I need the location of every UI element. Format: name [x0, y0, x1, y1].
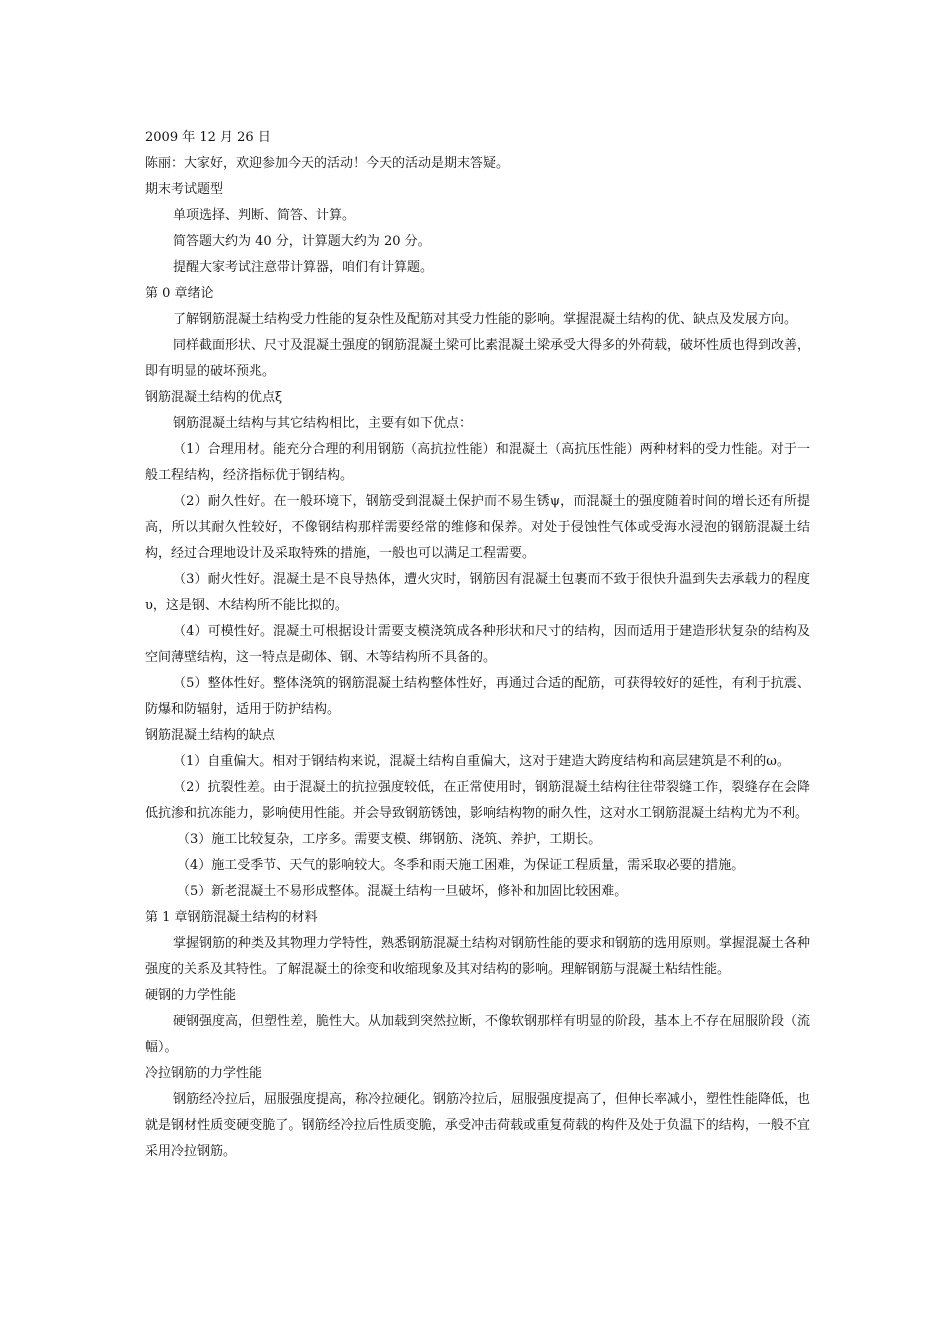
chapter-0-paragraph: 同样截面形状、尺寸及混凝土强度的钢筋混凝土梁可比素混凝土梁承受大得多的外荷载，破坏性质也得到改善，即有明显的破坏预兆。: [145, 338, 811, 379]
advantage-item: （3）耐火性好。混凝土是不良导热体，遭火灾时，钢筋因有混凝土包裹而不致于很快升温到失去承载力的程度υ，这是钢、木结构所不能比拟的。: [145, 572, 810, 613]
greeting-line: 陈丽：大家好，欢迎参加今天的活动！今天的活动是期末答疑。: [145, 156, 510, 171]
exam-heading: 期末考试题型: [145, 182, 224, 197]
chapter-0-heading: 第 0 章绪论: [145, 286, 214, 301]
chapter-1-paragraph: 掌握钢筋的种类及其物理力学特性，熟悉钢筋混凝土结构对钢筋性能的要求和钢筋的选用原则。掌握混凝土各种强度的关系及其特性。了解混凝土的徐变和收缩现象及其对结构的影响。理解钢筋与混凝土粘结性能。: [145, 936, 811, 977]
advantages-heading: 钢筋混凝土结构的优点ξ: [145, 390, 283, 405]
disadvantages-heading: 钢筋混凝土结构的缺点: [145, 728, 276, 743]
advantage-item: （1）合理用材。能充分合理的利用钢筋（高抗拉性能）和混凝土（高抗压性能）两种材料的受力性能。对于一般工程结构，经济指标优于钢结构。: [145, 442, 810, 483]
disadvantage-item: （1）自重偏大。相对于钢结构来说，混凝土结构自重偏大，这对于建造大跨度结构和高层建筑是不利的ω。: [173, 754, 790, 769]
hard-steel-paragraph: 硬钢强度高，但塑性差，脆性大。从加载到突然拉断，不像软钢那样有明显的阶段，基本上不存在屈服阶段（流幅）。: [145, 1014, 811, 1055]
advantages-intro: 钢筋混凝土结构与其它结构相比，主要有如下优点：: [173, 416, 473, 431]
exam-item: 提醒大家考试注意带计算器，咱们有计算题。: [173, 260, 434, 275]
cold-drawn-paragraph: 钢筋经冷拉后，屈服强度提高，称冷拉硬化。钢筋冷拉后，屈服强度提高了，但伸长率减小，塑性性能降低，也就是钢材性质变硬变脆了。钢筋经冷拉后性质变脆，承受冲击荷载或重复荷载的构件及处于负温下的结构，一般不宜采用冷拉钢筋。: [145, 1092, 811, 1159]
disadvantage-item: （3）施工比较复杂，工序多。需要支模、绑钢筋、浇筑、养护，工期长。: [177, 832, 602, 847]
disadvantage-item: （5）新老混凝土不易形成整体。混凝土结构一旦破坏，修补和加固比较困难。: [177, 884, 628, 899]
exam-item: 单项选择、判断、简答、计算。: [173, 208, 356, 223]
chapter-0-paragraph: 了解钢筋混凝土结构受力性能的复杂性及配筋对其受力性能的影响。掌握混凝土结构的优、缺点及发展方向。: [173, 312, 798, 327]
cold-drawn-heading: 冷拉钢筋的力学性能: [145, 1066, 263, 1081]
advantage-item: （5）整体性好。整体浇筑的钢筋混凝土结构整体性好，再通过合适的配筋，可获得较好的延性，有利于抗震、防爆和防辐射，适用于防护结构。: [145, 676, 810, 717]
exam-item: 简答题大约为 40 分，计算题大约为 20 分。: [173, 234, 431, 249]
disadvantage-item: （2）抗裂性差。由于混凝土的抗拉强度较低，在正常使用时，钢筋混凝土结构往往带裂缝工作，裂缝存在会降低抗渗和抗冻能力，影响使用性能。并会导致钢筋锈蚀，影响结构物的耐久性，这对水工钢筋混凝土结构尤为不利。: [145, 780, 810, 821]
hard-steel-heading: 硬钢的力学性能: [145, 988, 237, 1003]
chapter-1-heading: 第 1 章钢筋混凝土结构的材料: [145, 910, 318, 925]
advantage-item: （2）耐久性好。在一般环境下，钢筋受到混凝土保护而不易生锈ψ，而混凝土的强度随着时间的增长还有所提高，所以其耐久性较好，不像钢结构那样需要经常的维修和保养。对处于侵蚀性气体或受海水浸泡的钢筋混凝土结构，经过合理地设计及采取特殊的措施，一般也可以满足工程需要。: [145, 494, 810, 561]
document-page: [145, 125, 810, 1165]
advantage-item: （4）可模性好。混凝土可根据设计需要支模浇筑成各种形状和尺寸的结构，因而适用于建造形状复杂的结构及空间薄壁结构，这一特点是砌体、钢、木等结构所不具备的。: [145, 624, 810, 665]
disadvantage-item: （4）施工受季节、天气的影响较大。冬季和雨天施工困难，为保证工程质量，需采取必要的措施。: [177, 858, 745, 873]
date-line: 2009 年 12 月 26 日: [145, 130, 271, 145]
